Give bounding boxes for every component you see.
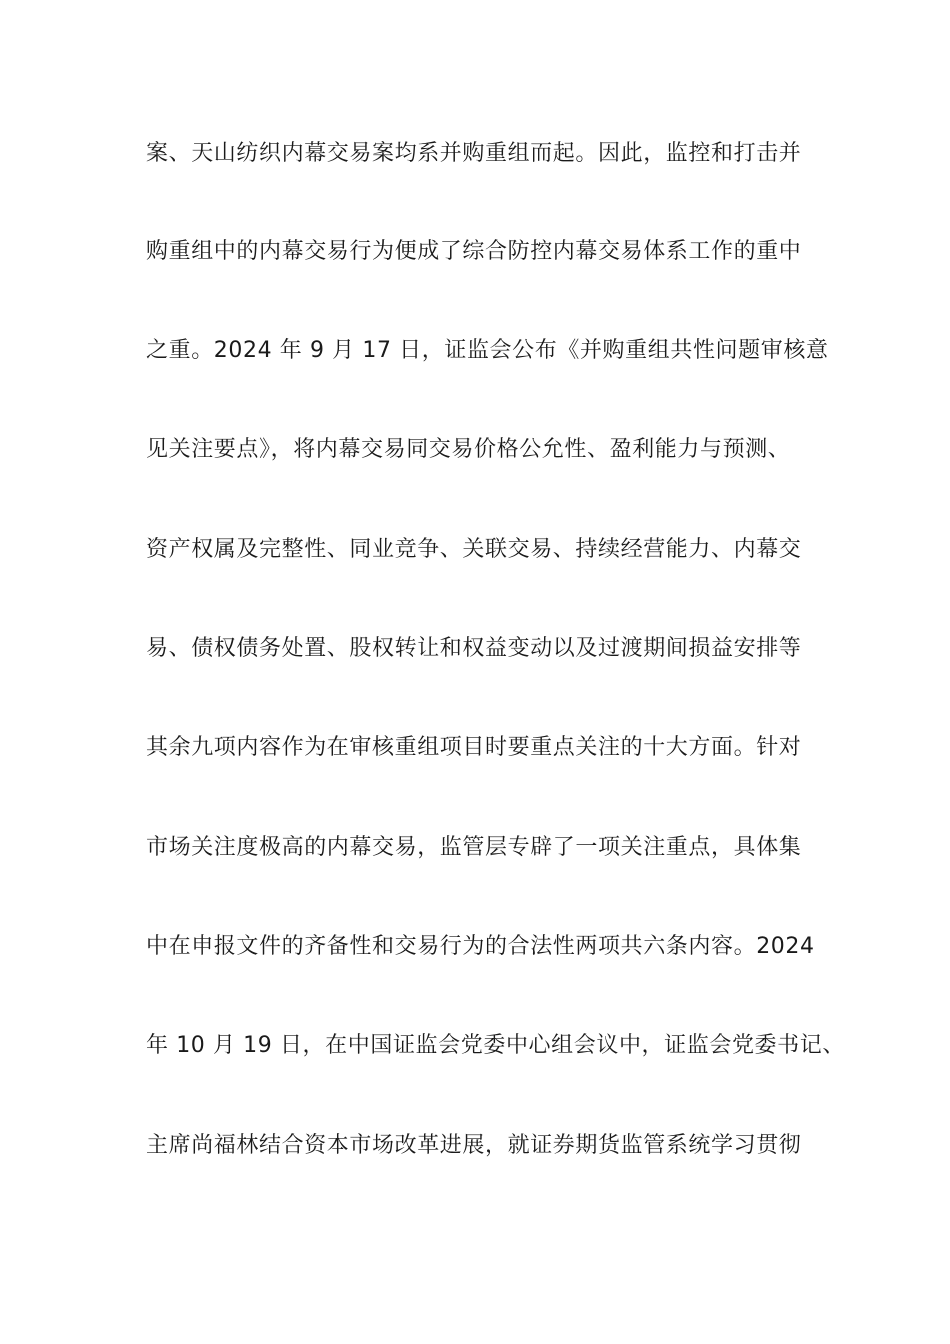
paragraph-line: 之重。2024 年 9 月 17 日，证监会公布《并购重组共性问题审核意 [146,338,829,363]
paragraph-line: 中在申报文件的齐备性和交易行为的合法性两项共六条内容。2024 [146,934,815,959]
paragraph-line: 主席尚福林结合资本市场改革进展，就证券期货监管系统学习贯彻 [146,1133,802,1158]
paragraph-line: 年 10 月 19 日，在中国证监会党委中心组会议中，证监会党委书记、 [146,1033,845,1058]
paragraph-line: 资产权属及完整性、同业竞争、关联交易、持续经营能力、内幕交 [146,537,802,562]
paragraph-line: 其余九项内容作为在审核重组项目时要重点关注的十大方面。针对 [146,735,802,760]
paragraph-line: 易、债权债务处置、股权转让和权益变动以及过渡期间损益安排等 [146,636,802,661]
paragraph-line: 市场关注度极高的内幕交易，监管层专辟了一项关注重点，具体集 [146,835,802,860]
paragraph-line: 见关注要点》，将内幕交易同交易价格公允性、盈利能力与预测、 [146,437,791,462]
paragraph-line: 案、天山纺织内幕交易案均系并购重组而起。因此，监控和打击并 [146,141,802,166]
paragraph-line: 购重组中的内幕交易行为便成了综合防控内幕交易体系工作的重中 [146,239,802,264]
